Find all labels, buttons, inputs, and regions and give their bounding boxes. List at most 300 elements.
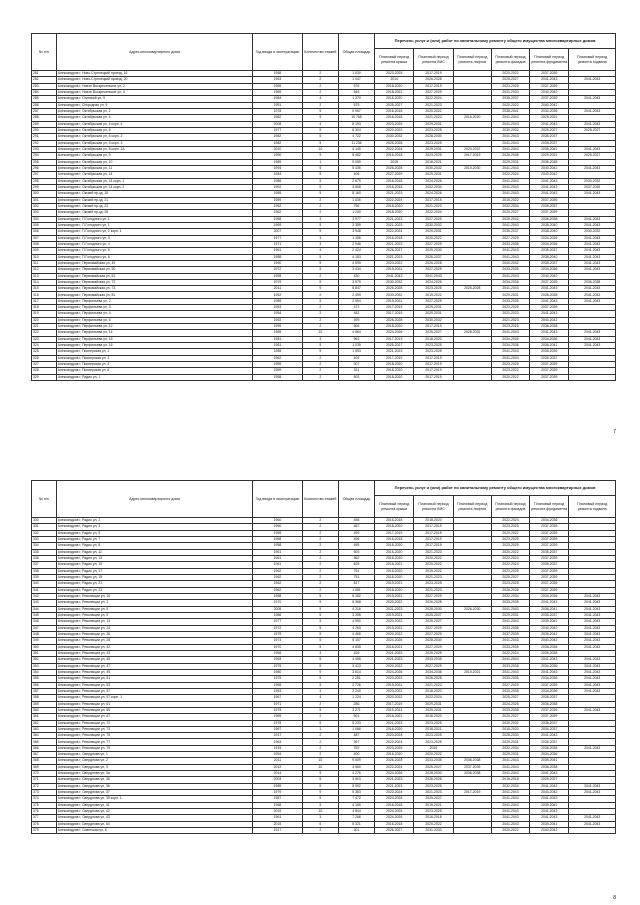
table-cell: 2033-2035 [491, 707, 529, 713]
table-cell: 2026-2028 [491, 587, 529, 593]
table-cell: 2021-2023 [491, 317, 529, 323]
table-cell: 1988 [253, 254, 303, 260]
table-cell: 2034-2036 [491, 279, 529, 285]
table-cell: 2041-2043 [491, 669, 529, 675]
table-cell: Александров г, Огинский ул, 9 [56, 96, 252, 102]
table-cell: 2 [302, 574, 338, 580]
table-cell: 2041-2043 [530, 311, 569, 317]
table-cell: 2020-2022 [414, 235, 453, 241]
table-cell: 8 482 [338, 153, 374, 159]
table-cell: 2037-2039 [530, 279, 569, 285]
table-cell: 2 499 [338, 292, 374, 298]
table-cell: 2022-2024 [491, 650, 529, 656]
table-cell: 2041-2043 [491, 121, 529, 127]
table-cell: 2018-2020 [375, 368, 414, 374]
table-cell: Александров г, Радио ул, 19 [56, 574, 252, 580]
table-cell: 2 [302, 355, 338, 361]
table-cell: 1989 [253, 298, 303, 304]
table-cell: 5 [302, 140, 338, 146]
table-cell: 2021-2023 [375, 241, 414, 247]
table-cell: 2026-2027 [375, 248, 414, 254]
table-cell: 2029-2031 [414, 707, 453, 713]
table-cell: 2020-2022 [414, 555, 453, 561]
header-roof: Плановый период ремонта крыши [375, 49, 414, 71]
table-cell: 326 [32, 355, 57, 361]
table-cell: 2035-2037 [530, 134, 569, 140]
table-cell: Александров г, Первомайская ул, 51 [56, 273, 252, 279]
table-cell: 2 [302, 203, 338, 209]
table-cell: 2017-2019 [375, 305, 414, 311]
table-cell: 284 [32, 89, 57, 95]
table-cell: 576 [338, 83, 374, 89]
table-cell: 2016-2018 [375, 178, 414, 184]
table-cell: Александров г, Октябрьская ул, 10 [56, 159, 252, 165]
table-cell: 2021-2023 [375, 777, 414, 783]
table-cell: 335 [32, 549, 57, 555]
header-year: Год ввода в эксплуатацию [253, 481, 303, 518]
table-cell: 2023-2025 [414, 809, 453, 815]
table-cell: 5 [302, 260, 338, 266]
table-cell [569, 374, 616, 380]
table-cell: 2018-2020 [375, 83, 414, 89]
table-cell: 4 590 [338, 619, 374, 625]
table-cell: 2019-2021 [453, 669, 491, 675]
table-cell: 5 847 [338, 286, 374, 292]
table-cell: Александров г, Перфильева ул, 4 [56, 311, 252, 317]
table-cell: 2023-2025 [491, 83, 529, 89]
table-cell: 360 [32, 707, 57, 713]
table-cell: Александров г, П.Голодного ул, 3 [56, 235, 252, 241]
table-cell: 288 [32, 115, 57, 121]
table-cell: 2040-2042 [530, 89, 569, 95]
table-cell: 2041-2043 [569, 121, 616, 127]
table-cell: 2005 [253, 606, 303, 612]
table-cell: 281 [32, 71, 57, 77]
table-cell: 2027-2029 [414, 625, 453, 631]
table-cell: 2037-2039 [530, 305, 569, 311]
table-cell: 1969 [253, 222, 303, 228]
table-cell: 2037-2039 [530, 374, 569, 380]
table-cell: 2029-2031 [414, 701, 453, 707]
table-cell: Александров г, Революции ул, 67 [56, 714, 252, 720]
table-cell: 2035-2037 [530, 695, 569, 701]
table-cell: 2041-2043 [530, 286, 569, 292]
table-cell: 362 [32, 720, 57, 726]
table-cell: 2041-2043 [569, 108, 616, 114]
table-cell: 5 [302, 184, 338, 190]
table-cell: 2034-2036 [530, 752, 569, 758]
table-cell: 2041-2043 [491, 619, 529, 625]
table-cell: 1982 [253, 140, 303, 146]
table-cell: 1917 [253, 733, 303, 739]
table-cell: 2029-2031 [491, 159, 529, 165]
table-cell: 4 165 [338, 802, 374, 808]
table-cell: Александров г, Перфильева ул, 16 [56, 343, 252, 349]
table-cell: 2030-2032 [414, 165, 453, 171]
table-cell: 355 [32, 676, 57, 682]
table-cell: Александров г, Революции ул, 73 [56, 726, 252, 732]
table-cell: 5 [302, 802, 338, 808]
table-cell: 2041-2043 [491, 349, 529, 355]
table-cell: 1979 [253, 279, 303, 285]
table-cell: 5 [302, 612, 338, 618]
table-cell: 1962 [253, 568, 303, 574]
table-cell: 2041-2043 [569, 77, 616, 83]
table-cell: 2021-2023 [414, 790, 453, 796]
table-cell: 1967 [253, 695, 303, 701]
table-cell: Александров г, Октябрьская ул, 11 [56, 165, 252, 171]
table-cell: 344 [32, 606, 57, 612]
table-cell: 2026-2028 [375, 286, 414, 292]
table-cell: 2020-2022 [375, 127, 414, 133]
table-cell: 1963 [253, 739, 303, 745]
table-cell: 3 [302, 216, 338, 222]
table-cell: 625 [338, 562, 374, 568]
table-cell: 1 370 [338, 96, 374, 102]
table-cell: 2041-2043 [530, 657, 569, 663]
table-cell: 309 [32, 248, 57, 254]
table-cell: 1977 [253, 127, 303, 133]
table-cell: 2010 [253, 146, 303, 152]
table-cell: 322 [32, 330, 57, 336]
table-cell: 2024-2026 [375, 771, 414, 777]
table-cell: 2015 [375, 159, 414, 165]
table-cell: 2035-2037 [530, 248, 569, 254]
table-cell: 482 [338, 311, 374, 317]
table-cell: 2022-2024 [375, 146, 414, 152]
table-cell: 2016-2021 [375, 714, 414, 720]
table-cell: 2017-2019 [414, 374, 453, 380]
table-cell: 10 [302, 330, 338, 336]
table-cell: 2020-2022 [414, 821, 453, 827]
table-cell: 2020-2022 [491, 71, 529, 77]
table-cell: 1972 [253, 625, 303, 631]
table-cell: 302 [32, 203, 57, 209]
repair-schedule-table [31, 33, 616, 381]
table-cell: 2027-2029 [414, 241, 453, 247]
table-cell: 307 [338, 362, 374, 368]
table-cell: Александров г, Пионерская ул, 1 [56, 349, 252, 355]
table-cell: 2041-2043 [569, 669, 616, 675]
table-cell: 2037-2039 [530, 96, 569, 102]
table-cell: 2018-2020 [414, 688, 453, 694]
header-floors: Количество этажей [302, 481, 338, 518]
table-cell: 2020-2022 [491, 549, 529, 555]
table-cell: 2041-2043 [491, 815, 529, 821]
table-cell: Александров г, Советская ул, 6 [56, 828, 252, 834]
header-vis: Плановый период ремонта ВИС [414, 49, 453, 71]
table-cell: 2 [302, 210, 338, 216]
table-cell: 2033-2035 [414, 657, 453, 663]
table-cell: 2 [302, 714, 338, 720]
table-cell: 2 [302, 733, 338, 739]
table-cell: Александров г, Революции ул, 53 [56, 682, 252, 688]
table-cell: 2023-2025 [491, 524, 529, 530]
table-cell: 283 [32, 83, 57, 89]
table-cell: 2026-2028 [375, 317, 414, 323]
table-cell: 2029-2031 [414, 229, 453, 235]
table-cell: 1982 [253, 115, 303, 121]
table-cell: 286 [338, 701, 374, 707]
table-cell: 2022-2024 [491, 562, 529, 568]
table-cell: 2036-2038 [453, 758, 491, 764]
table-cell: 292 [32, 140, 57, 146]
table-cell: 1975 [253, 631, 303, 637]
table-cell: 1989 [253, 159, 303, 165]
table-cell: 5 [302, 625, 338, 631]
table-cell: 2023-2025 [491, 568, 529, 574]
document-page-2 [31, 480, 616, 901]
table-cell: 430 [338, 273, 374, 279]
table-cell: 313 [32, 273, 57, 279]
table-cell: 2020-2024 [375, 733, 414, 739]
table-cell: 2 [302, 701, 338, 707]
table-cell: 2036-2038 [530, 764, 569, 770]
header-roof: Плановый период ремонта крыши [375, 496, 414, 518]
table-cell: 2041-2043 [569, 612, 616, 618]
table-cell: Александров г, Радио ул, 11 [56, 549, 252, 555]
table-cell: 320 [32, 317, 57, 323]
table-cell: 358 [32, 695, 57, 701]
table-cell: 2040-2042 [530, 828, 569, 834]
table-cell: 2025-2027 [414, 764, 453, 770]
table-cell: 756 [338, 203, 374, 209]
table-cell: 2018-2020 [375, 524, 414, 530]
table-cell: Александров г, Свердлова ул, 64 [56, 821, 252, 827]
table-cell: 2020-2022 [414, 752, 453, 758]
table-cell: 2021-2023 [414, 102, 453, 108]
table-cell: 298 [32, 178, 57, 184]
table-cell: 2035-2037 [530, 549, 569, 555]
table-cell: 2018-2020 [375, 203, 414, 209]
table-cell: 2021-2023 [375, 222, 414, 228]
table-cell: 6 368 [338, 600, 374, 606]
table-cell: 2018-2020 [375, 362, 414, 368]
table-cell: 2 [302, 828, 338, 834]
table-cell: 2041-2043 [569, 688, 616, 694]
table-cell: 2041-2043 [491, 638, 529, 644]
table-cell: 2 594 [338, 298, 374, 304]
table-cell: 2039-2042 [530, 631, 569, 637]
table-cell: 2041-2043 [569, 216, 616, 222]
table-cell: 287 [32, 108, 57, 114]
table-cell: 2018-2020 [375, 210, 414, 216]
table-cell: 2037-2039 [569, 184, 616, 190]
table-cell: 10 [302, 764, 338, 770]
table-cell: 2024-2026 [491, 701, 529, 707]
table-cell: 5 [302, 593, 338, 599]
table-cell: 5 [302, 267, 338, 273]
table-cell: 2035-2037 [491, 229, 529, 235]
table-cell: 2 [302, 273, 338, 279]
table-cell: 290 [32, 127, 57, 133]
table-cell: 2029-2031 [414, 172, 453, 178]
table-cell: 293 [32, 146, 57, 152]
table-cell: 377 [32, 815, 57, 821]
table-cell: 501 [338, 714, 374, 720]
table-cell: 2039-2041 [530, 619, 569, 625]
table-cell: 2041-2043 [530, 600, 569, 606]
table-cell: 2023-2025 [414, 127, 453, 133]
table-cell: 5 [302, 254, 338, 260]
table-cell: Александров г, Радио ул, 21 [56, 581, 252, 587]
table-cell: 2027-2029 [414, 631, 453, 637]
table-cell: 304 [32, 216, 57, 222]
table-cell: 2017-2019 [414, 362, 453, 368]
header-area: Общая площадь [338, 481, 374, 518]
table-cell: 5 353 [338, 790, 374, 796]
table-cell: 2033-2035 [414, 758, 453, 764]
table-cell: Александров г, Революции ул, 13 [56, 619, 252, 625]
table-cell: 2040-2042 [530, 625, 569, 631]
table-cell: 1960 [253, 524, 303, 530]
table-cell: Александров г, Первомайская ул, 49 [56, 260, 252, 266]
table-cell: 1961 [253, 555, 303, 561]
page-number: 7 [613, 429, 616, 435]
table-cell: 5 [302, 663, 338, 669]
table-cell: 374 [32, 796, 57, 802]
table-cell: 2035-2037 [530, 140, 569, 146]
table-cell: 3 413 [338, 663, 374, 669]
table-cell: 2019-2021 [414, 802, 453, 808]
table-cell: 2034-2036 [530, 518, 569, 524]
table-cell: 2041-2043 [491, 146, 529, 152]
table-cell: 2 [302, 739, 338, 745]
table-cell: 2041-2043 [569, 330, 616, 336]
table-cell: 1 [302, 726, 338, 732]
table-cell: 354 [32, 669, 57, 675]
table-cell: 1969 [253, 714, 303, 720]
table-cell: 2041-2043 [491, 771, 529, 777]
table-cell: 2024-2026 [375, 669, 414, 675]
table-cell: 2025-2027 [414, 619, 453, 625]
table-cell: 2 [302, 581, 338, 587]
table-cell: 10 [302, 809, 338, 815]
table-cell: 2028-2030 [414, 638, 453, 644]
table-cell: 300 [32, 191, 57, 197]
table-cell: 752 [338, 745, 374, 751]
table-cell: 319 [32, 311, 57, 317]
table-cell: 2033-2035 [491, 688, 529, 694]
table-cell: 347 [32, 625, 57, 631]
table-cell: 402 [338, 355, 374, 361]
table-cell: 5 [302, 631, 338, 637]
table-cell: 2041-2043 [491, 355, 529, 361]
table-cell: 315 [32, 286, 57, 292]
table-cell: 301 [338, 828, 374, 834]
table-cell: 5 [302, 165, 338, 171]
table-cell: Александров г, Революции ул, 43 [56, 650, 252, 656]
table-cell: 328 [32, 368, 57, 374]
table-cell: 2041-2043 [491, 286, 529, 292]
table-cell: 2030-2032 [491, 127, 529, 133]
table-cell: 2040-2042 [530, 317, 569, 323]
table-cell: 2026-2028 [414, 777, 453, 783]
table-cell: Александров г, Октябрьская ул, 14 корп. 2 [56, 184, 252, 190]
table-cell: 1982 [253, 134, 303, 140]
table-cell: 2037-2039 [530, 543, 569, 549]
table-cell: Александров г, Свердлова ул, 42 [56, 809, 252, 815]
table-cell: 1959 [253, 362, 303, 368]
table-cell: 2039-2041 [530, 802, 569, 808]
table-cell: 316 [32, 292, 57, 298]
table-cell: 2027-2029 [414, 663, 453, 669]
table-cell: Александров г, Радио ул, 8 [56, 543, 252, 549]
table-cell: 2037-2039 [530, 210, 569, 216]
table-cell: 2020-2022 [375, 260, 414, 266]
table-cell: 2037-2039 [530, 368, 569, 374]
table-cell: 2019-2021 [375, 581, 414, 587]
table-cell: 2019-2021 [375, 707, 414, 713]
table-cell: 1972 [253, 267, 303, 273]
table-cell: 364 [32, 733, 57, 739]
table-cell: 2027-2029 [414, 89, 453, 95]
table-cell: 350 [32, 644, 57, 650]
table-cell: 1961 [253, 248, 303, 254]
table-cell: 1994 [253, 752, 303, 758]
table-cell: 2022-2024 [375, 790, 414, 796]
table-cell: Александров г, Первомайская ул, 81 [56, 292, 252, 298]
table-cell: 1958 [253, 543, 303, 549]
table-cell: 4 835 [338, 644, 374, 650]
table-cell: 2041-2043 [569, 682, 616, 688]
table-cell: 2041-2043 [530, 330, 569, 336]
table-cell: 2023-2025 [414, 343, 453, 349]
table-cell: 1962 [253, 587, 303, 593]
table-cell: 2041-2043 [530, 809, 569, 815]
table-cell: 2041-2043 [569, 783, 616, 789]
table-cell: 2041-2043 [491, 802, 529, 808]
table-cell: 2020-2022 [375, 663, 414, 669]
table-cell: 2041-2043 [569, 96, 616, 102]
table-cell: Александров г, П.Голодного ул, 1 [56, 216, 252, 222]
header-facade: Плановый период ремонта фасадов [491, 496, 529, 518]
table-cell: 2017-2019 [414, 368, 453, 374]
table-row [32, 828, 616, 834]
table-cell: 1962 [253, 581, 303, 587]
table-cell: 9 [302, 115, 338, 121]
table-cell: 2034-2036 [530, 336, 569, 342]
table-cell: 2030-2032 [414, 317, 453, 323]
table-cell: 2041-2043 [569, 657, 616, 663]
table-cell: 9 [302, 771, 338, 777]
table-cell: 4 216 [338, 606, 374, 612]
table-cell: 2034-2036 [530, 593, 569, 599]
table-cell: 1952 [253, 292, 303, 298]
table-cell: 2041-2043 [569, 606, 616, 612]
table-cell: 2041-2043 [569, 707, 616, 713]
table-cell: 2036-2038 [530, 159, 569, 165]
table-cell: 2020-2037 [453, 146, 491, 152]
table-cell: 1977 [253, 235, 303, 241]
table-cell: 3 434 [338, 267, 374, 273]
table-cell: 3 977 [338, 216, 374, 222]
table-cell: 2033-2035 [491, 663, 529, 669]
table-cell: 2023-2025 [375, 121, 414, 127]
table-cell: 1961 [253, 549, 303, 555]
table-cell: 1970 [253, 600, 303, 606]
table-cell: 2041-2043 [491, 273, 529, 279]
table-cell: 2036-2038 [530, 650, 569, 656]
table-cell: 331 [338, 368, 374, 374]
table-cell: 318 [32, 305, 57, 311]
table-cell: 1959 [253, 324, 303, 330]
table-cell: 2028-2037 [414, 254, 453, 260]
table-cell: 2021-2023 [375, 720, 414, 726]
table-cell: 2020-2022 [375, 631, 414, 637]
table-cell: 2022-2024 [375, 197, 414, 203]
table-cell: 2023-2025 [414, 140, 453, 146]
